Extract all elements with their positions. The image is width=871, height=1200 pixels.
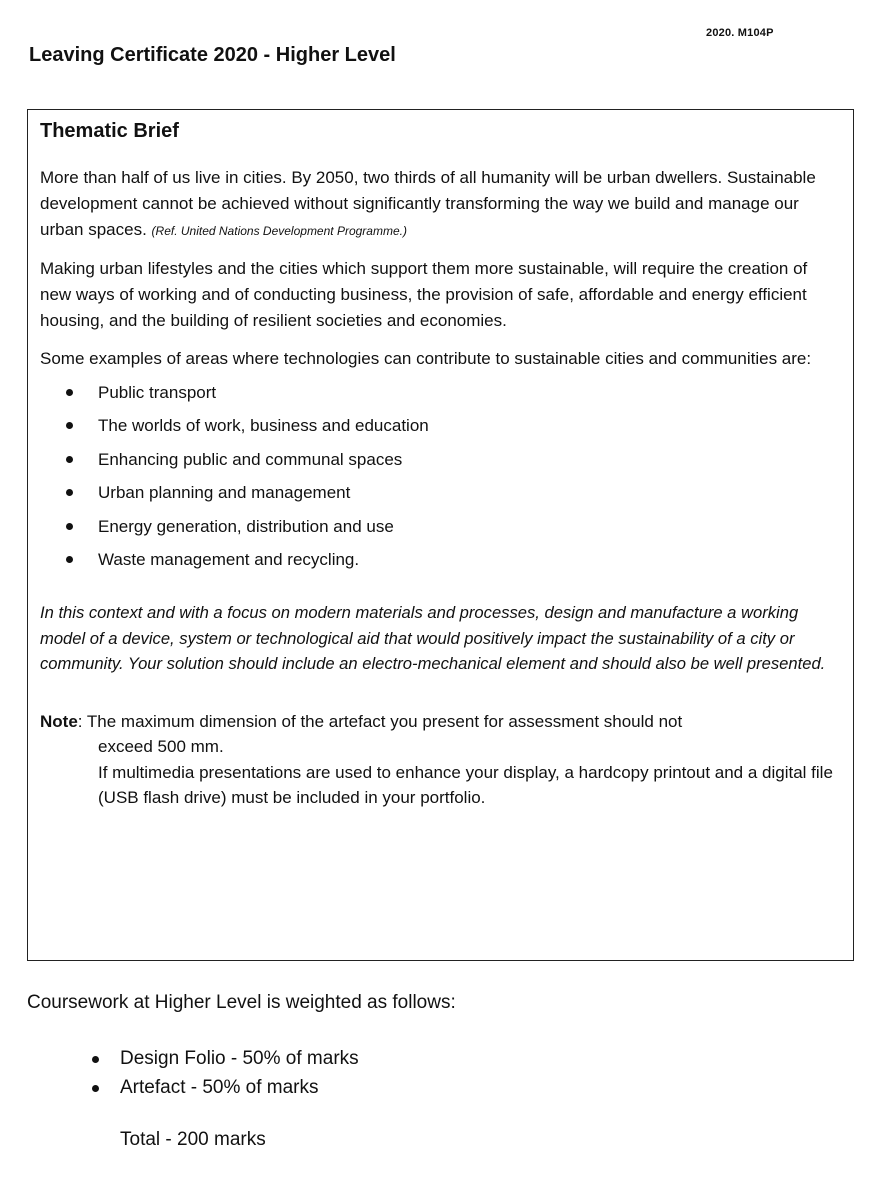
list-item <box>92 1044 359 1073</box>
coursework-weights-list <box>92 1044 359 1102</box>
bullet-icon <box>92 1056 99 1063</box>
bullet-icon <box>66 422 73 429</box>
list-item-text: Enhancing public and communal spaces <box>98 449 403 469</box>
list-item-text: Public transport <box>98 383 217 402</box>
list-item <box>66 409 839 442</box>
brief-context: In this context and with a focus on modern materials and processes, design and manufacture a working model of a device, system or technological aid that would positively impact the sustainability of a city or community. Your solution should include an electro-mechanical element and should also be well presented. <box>40 603 826 674</box>
brief-paragraph-2: Making urban lifestyles and the cities which support them more sustainable, will require the creation of new ways of working and of conducting business, the provision of safe, affordable and energy efficient housing, and the building of resilient societies and economies. <box>40 259 808 330</box>
brief-note <box>40 709 839 811</box>
coursework-total: Total - 200 marks <box>120 1129 266 1150</box>
coursework-intro: Coursework at Higher Level is weighted as follows: <box>27 992 456 1013</box>
list-item <box>92 1073 359 1102</box>
list-item-text: Energy generation, distribution and use <box>98 516 394 536</box>
list-item-text: Urban planning and management <box>98 483 351 503</box>
bullet-icon <box>66 389 73 396</box>
brief-paragraph-3: Some examples of areas where technologies can contribute to sustainable cities and communities are: <box>40 349 812 368</box>
list-item <box>66 510 839 543</box>
technology-areas-list <box>40 376 839 576</box>
note-line-3: If multimedia presentations are used to enhance your display, a hardcopy printout and a digital file (USB flash drive) must be included in your portfolio. <box>98 762 833 808</box>
list-item-text: Waste management and recycling. <box>98 550 360 570</box>
list-item <box>66 443 839 476</box>
note-line-1: : The maximum dimension of the artefact you present for assessment should not <box>77 711 683 731</box>
bullet-icon <box>66 456 73 463</box>
list-item-text: The worlds of work, business and education <box>98 416 429 436</box>
list-item-text: Design Folio - 50% of marks <box>120 1048 359 1069</box>
brief-title: Thematic Brief <box>40 120 179 142</box>
list-item-text: Artefact - 50% of marks <box>120 1077 319 1098</box>
list-item <box>66 376 839 409</box>
note-line-2: exceed 500 mm. <box>98 737 224 757</box>
list-item <box>66 476 839 509</box>
brief-paragraph-1 <box>40 165 839 244</box>
page-title: Leaving Certificate 2020 - Higher Level <box>29 44 396 66</box>
brief-paragraph-1-text: More than half of us live in cities. By 2050, two thirds of all humanity will be urban dwellers. Sustainable development cannot be achieved without significantly transforming the way we build and manage our urban spaces. <box>40 168 816 239</box>
bullet-icon <box>66 489 73 496</box>
brief-reference: (Ref. United Nations Development Programme.) <box>151 224 407 238</box>
thematic-brief-box <box>27 109 854 961</box>
exam-code: 2020. M104P <box>706 27 774 39</box>
bullet-icon <box>66 556 73 563</box>
list-item <box>66 543 839 576</box>
bullet-icon <box>66 523 73 530</box>
note-label: Note <box>40 711 78 731</box>
bullet-icon <box>92 1085 99 1092</box>
